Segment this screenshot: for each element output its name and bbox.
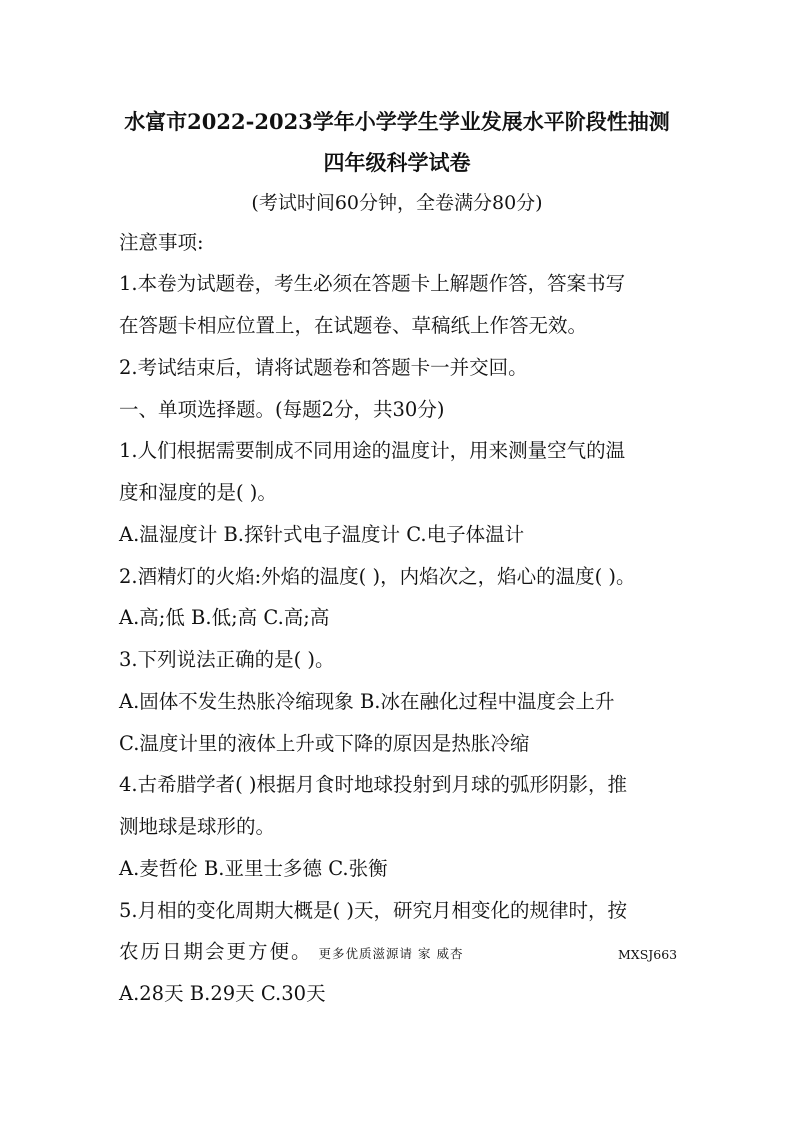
question-4-line-2: 测地球是球形的。 [119, 815, 276, 838]
question-5-line-2-row [119, 940, 678, 963]
question-3-options-line-2: C.温度计里的液体上升或下降的原因是热胀冷缩 [119, 732, 530, 755]
question-2-options: A.高;低 B.低;高 C.高;高 [119, 606, 330, 629]
exam-subtitle: 四年级科学试卷 [323, 150, 471, 175]
question-1-line-2: 度和湿度的是( )。 [119, 481, 277, 504]
question-3-options-line-1: A.固体不发生热胀冷缩现象 B.冰在融化过程中温度会上升 [119, 690, 615, 713]
question-5-line-1: 5.月相的变化周期大概是( )天，研究月相变化的规律时，按 [119, 899, 628, 922]
question-5-options: A.28天 B.29天 C.30天 [119, 982, 326, 1005]
section-1-heading: 一、单项选择题。(每题2分，共30分) [119, 398, 445, 421]
question-4-line-1: 4.古希腊学者( )根据月食时地球投射到月球的弧形阴影，推 [119, 773, 628, 796]
note-item-2: 2.考试结束后，请将试题卷和答题卡一并交回。 [119, 356, 528, 379]
question-2: 2.酒精灯的火焰:外焰的温度( )，内焰次之，焰心的温度( )。 [119, 565, 636, 588]
note-item-1-line-2: 在答题卡相应位置上，在试题卷、草稿纸上作答无效。 [119, 314, 588, 337]
question-4-options: A.麦哲伦 B.亚里士多德 C.张衡 [119, 857, 388, 880]
question-1-line-1: 1.人们根据需要制成不同用途的温度计，用来测量空气的温 [119, 439, 626, 462]
notes-heading: 注意事项: [119, 231, 204, 254]
question-3: 3.下列说法正确的是( )。 [119, 648, 335, 671]
exam-info: (考试时间60分钟，全卷满分80分) [251, 192, 543, 214]
watermark-text: 更多优质滋源请 家 威杏 [318, 946, 464, 961]
question-5-line-2: 农历日期会更方便。 [119, 940, 313, 963]
question-1-options: A.温湿度计 B.探针式电子温度计 C.电子体温计 [119, 523, 525, 546]
note-item-1-line-1: 1.本卷为试题卷，考生必须在答题卡上解题作答，答案书写 [119, 272, 626, 295]
watermark-code: MXSJ663 [618, 947, 678, 962]
exam-title: 水富市2022-2023学年小学学生学业发展水平阶段性抽测 [124, 109, 670, 134]
